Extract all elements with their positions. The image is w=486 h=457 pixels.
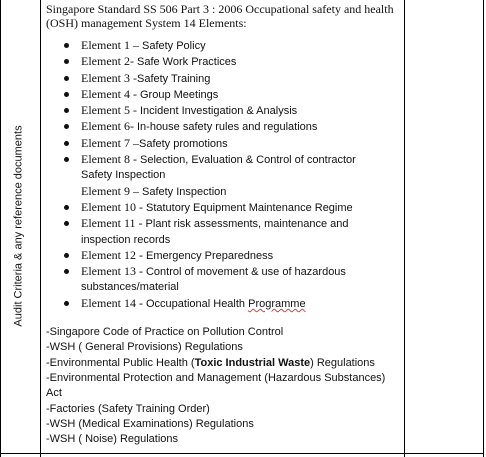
standard-title: Singapore Standard SS 506 Part 3 : 2006 Occupational safety and health (OSH) management System 14 Elements: bbox=[46, 2, 394, 30]
list-item-continuation: Safety Inspection bbox=[81, 169, 166, 182]
list-item: Element 9 – Safety Inspection bbox=[81, 183, 227, 198]
reference-item: -Environmental Public Health (Toxic Industrial Waste) Regulations bbox=[46, 356, 375, 369]
reference-item: -Factories (Safety Training Order) bbox=[46, 402, 210, 415]
bullet-icon bbox=[64, 59, 69, 64]
row-label-cell bbox=[7, 66, 31, 386]
list-item: Element 1 – Safety Policy bbox=[64, 38, 401, 54]
elements-list bbox=[46, 38, 401, 312]
row-label: Audit Criteria & any reference documents bbox=[13, 125, 25, 327]
bullet-icon bbox=[64, 301, 69, 306]
reference-item: -Singapore Code of Practice on Pollution Control bbox=[46, 326, 284, 339]
bullet-icon bbox=[64, 157, 69, 162]
table-bottom-border bbox=[0, 453, 484, 454]
list-item: Element 6- In-house safety rules and regulations bbox=[64, 119, 401, 135]
list-item: Element 2- Safe Work Practices bbox=[64, 54, 401, 70]
bullet-icon bbox=[64, 269, 69, 274]
bullet-icon bbox=[64, 141, 69, 146]
reference-documents bbox=[46, 325, 401, 447]
spellcheck-word: Programme bbox=[248, 297, 306, 310]
reference-item: -WSH ( Noise) Regulations bbox=[46, 433, 179, 446]
bullet-icon bbox=[64, 92, 69, 97]
list-item: Element 5 - Incident Investigation & Analysis bbox=[64, 103, 401, 119]
list-item: Element 14 - Occupational Health Programme bbox=[64, 296, 401, 312]
bullet-icon bbox=[64, 253, 69, 258]
reference-item: -Environmental Protection and Management (Hazardous Substances) Act bbox=[46, 371, 386, 400]
bullet-icon bbox=[64, 205, 69, 210]
reference-item: -WSH (Medical Examinations) Regulations bbox=[46, 417, 254, 430]
list-item: Element 8 - Selection, Evaluation & Control of contractor bbox=[64, 152, 401, 168]
list-item: Element 10 - Statutory Equipment Maintenance Regime bbox=[64, 200, 401, 216]
bullet-icon bbox=[64, 124, 69, 129]
reference-item: -WSH ( General Provisions) Regulations bbox=[46, 341, 243, 354]
bullet-icon bbox=[64, 108, 69, 113]
table-left-border bbox=[0, 0, 1, 457]
list-item: Element 7 –Safety promotions bbox=[64, 136, 401, 152]
bullet-icon bbox=[64, 76, 69, 81]
list-item: Element 13 - Control of movement & use of hazardous substances/material bbox=[64, 264, 401, 296]
bullet-icon bbox=[64, 221, 69, 226]
bullet-icon bbox=[64, 43, 69, 48]
table-divider-label bbox=[40, 0, 41, 457]
table-right-border bbox=[483, 0, 484, 457]
list-item: Element 3 -Safety Training bbox=[64, 71, 401, 87]
list-item: Element 4 - Group Meetings bbox=[64, 87, 401, 103]
content-cell bbox=[46, 2, 401, 447]
list-item: Element 12 - Emergency Preparedness bbox=[64, 248, 401, 264]
table-divider-content bbox=[404, 0, 405, 457]
list-item: Element 11 - Plant risk assessments, maintenance and inspection records bbox=[64, 216, 401, 248]
